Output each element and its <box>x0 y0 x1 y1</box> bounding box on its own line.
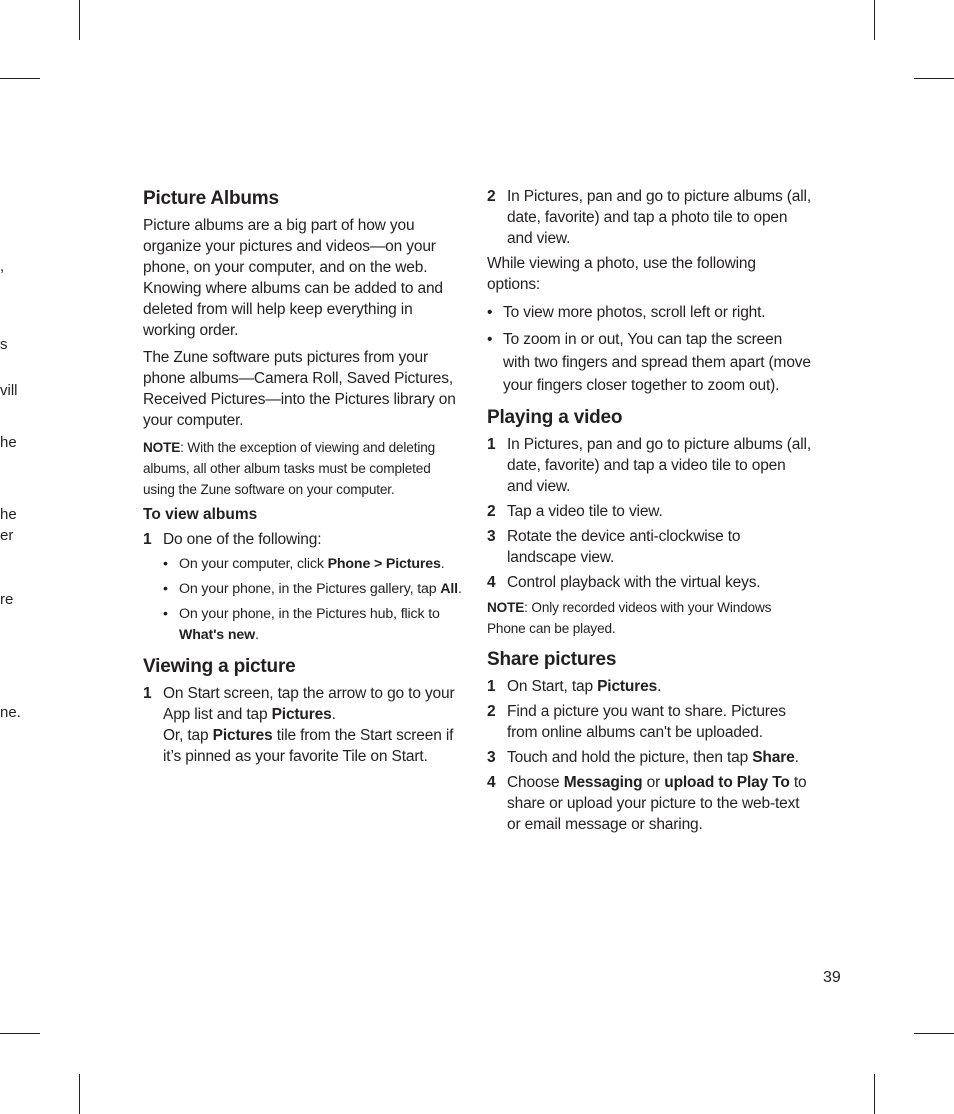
note-text: : Only recorded videos with your Windows Phone can be played. <box>487 600 772 636</box>
step-number: 3 <box>487 528 496 545</box>
bullet-item <box>163 579 465 600</box>
paragraph: Picture albums are a big part of how you organize your pictures and videos—on your phone, on your computer, and on the web. Knowing where albums can be added to and deleted from will help keep everything in working order. <box>143 217 443 339</box>
step <box>487 501 811 522</box>
step-number: 1 <box>487 436 496 453</box>
bleed-fragment: vill <box>0 382 18 399</box>
paragraph: While viewing a photo, use the following options: <box>487 255 756 293</box>
section-heading-playing-a-video: Playing a video <box>487 407 623 428</box>
step-number: 1 <box>487 678 496 695</box>
bleed-fragment: ne. <box>0 704 21 721</box>
step <box>487 526 811 568</box>
crop-mark-bottom-left-horizontal <box>0 1033 40 1034</box>
bleed-fragment: , <box>0 258 5 275</box>
step-text: On Start screen, tap the arrow to go to your App list and tap Pictures. Or, tap Pictures tile from the Start screen if it’s pinned as your favorite Tile on Start. <box>163 685 455 765</box>
crop-mark-bottom-right-horizontal <box>914 1033 954 1034</box>
step-text: On Start, tap Pictures. <box>507 678 662 695</box>
left-column <box>143 186 465 771</box>
step-text: Choose Messaging or upload to Play To to share or upload your picture to the web-text or email message or sharing. <box>507 774 807 833</box>
step-number: 4 <box>487 774 496 791</box>
step <box>487 186 811 249</box>
bullet-text: To zoom in or out, You can tap the screen with two fingers and spread them apart (move your fingers closer together to zoom out). <box>503 331 811 394</box>
bullet-text: On your phone, in the Pictures hub, flick to What's new. <box>179 606 440 643</box>
bullet-icon: • <box>163 606 168 622</box>
step <box>487 747 811 768</box>
section-heading-viewing-a-picture: Viewing a picture <box>143 656 296 677</box>
bleed-fragment: he <box>0 506 17 523</box>
note-label: NOTE <box>143 440 181 455</box>
step <box>487 572 811 593</box>
right-column <box>487 186 811 839</box>
step <box>143 683 465 767</box>
note-text: : With the exception of viewing and deleting albums, all other album tasks must be completed using the Zune software on your computer. <box>143 440 436 497</box>
crop-mark-bottom-left-vertical <box>79 1074 80 1114</box>
step <box>143 529 465 550</box>
step-number: 3 <box>487 749 496 766</box>
section-heading-picture-albums: Picture Albums <box>143 188 279 209</box>
bleed-fragment: he <box>0 434 17 451</box>
bullet-item <box>163 604 465 646</box>
bullet-icon: • <box>163 556 168 572</box>
step <box>487 676 811 697</box>
page-number: 39 <box>823 969 841 986</box>
step-text: Tap a video tile to view. <box>507 503 663 520</box>
step-text: In Pictures, pan and go to picture albums (all, date, favorite) and tap a video tile to open and view. <box>507 436 811 495</box>
bleed-fragment: er <box>0 527 14 544</box>
bullet-item <box>487 328 811 397</box>
crop-mark-bottom-right-vertical <box>874 1074 875 1114</box>
step-number: 1 <box>143 685 152 702</box>
bullet-text: On your phone, in the Pictures gallery, tap All. <box>179 581 462 597</box>
step-text: Find a picture you want to share. Pictures from online albums can't be uploaded. <box>507 703 786 741</box>
step-text: Do one of the following: <box>163 531 322 548</box>
note <box>143 437 465 500</box>
crop-mark-top-left-horizontal <box>0 78 40 79</box>
step <box>487 701 811 743</box>
step-number: 2 <box>487 188 496 205</box>
subheading-to-view-albums: To view albums <box>143 506 258 523</box>
section-heading-share-pictures: Share pictures <box>487 649 617 670</box>
bullet-icon: • <box>163 581 168 597</box>
step-text: Rotate the device anti-clockwise to landscape view. <box>507 528 741 566</box>
step-number: 1 <box>143 531 152 548</box>
paragraph: The Zune software puts pictures from your phone albums—Camera Roll, Saved Pictures, Received Pictures—into the Pictures library on your computer. <box>143 349 456 429</box>
bullet-text: To view more photos, scroll left or right. <box>503 304 766 321</box>
step-number: 2 <box>487 703 496 720</box>
crop-mark-top-left-vertical <box>79 0 80 40</box>
step-text: Touch and hold the picture, then tap Share. <box>507 749 799 766</box>
step-number: 4 <box>487 574 496 591</box>
bullet-icon: • <box>487 331 493 348</box>
note <box>487 597 811 639</box>
bullet-text: On your computer, click Phone > Pictures. <box>179 556 445 572</box>
note-label: NOTE <box>487 600 525 615</box>
step <box>487 434 811 497</box>
bullet-icon: • <box>487 304 493 321</box>
step <box>487 772 811 835</box>
step-text: Control playback with the virtual keys. <box>507 574 761 591</box>
step-number: 2 <box>487 503 496 520</box>
bullet-item <box>487 301 811 324</box>
crop-mark-top-right-horizontal <box>914 78 954 79</box>
bullet-item <box>163 554 465 575</box>
crop-mark-top-right-vertical <box>874 0 875 40</box>
bleed-fragment: re <box>0 591 14 608</box>
bleed-fragment: s <box>0 336 8 353</box>
step-text: In Pictures, pan and go to picture albums (all, date, favorite) and tap a photo tile to open and view. <box>507 188 811 247</box>
